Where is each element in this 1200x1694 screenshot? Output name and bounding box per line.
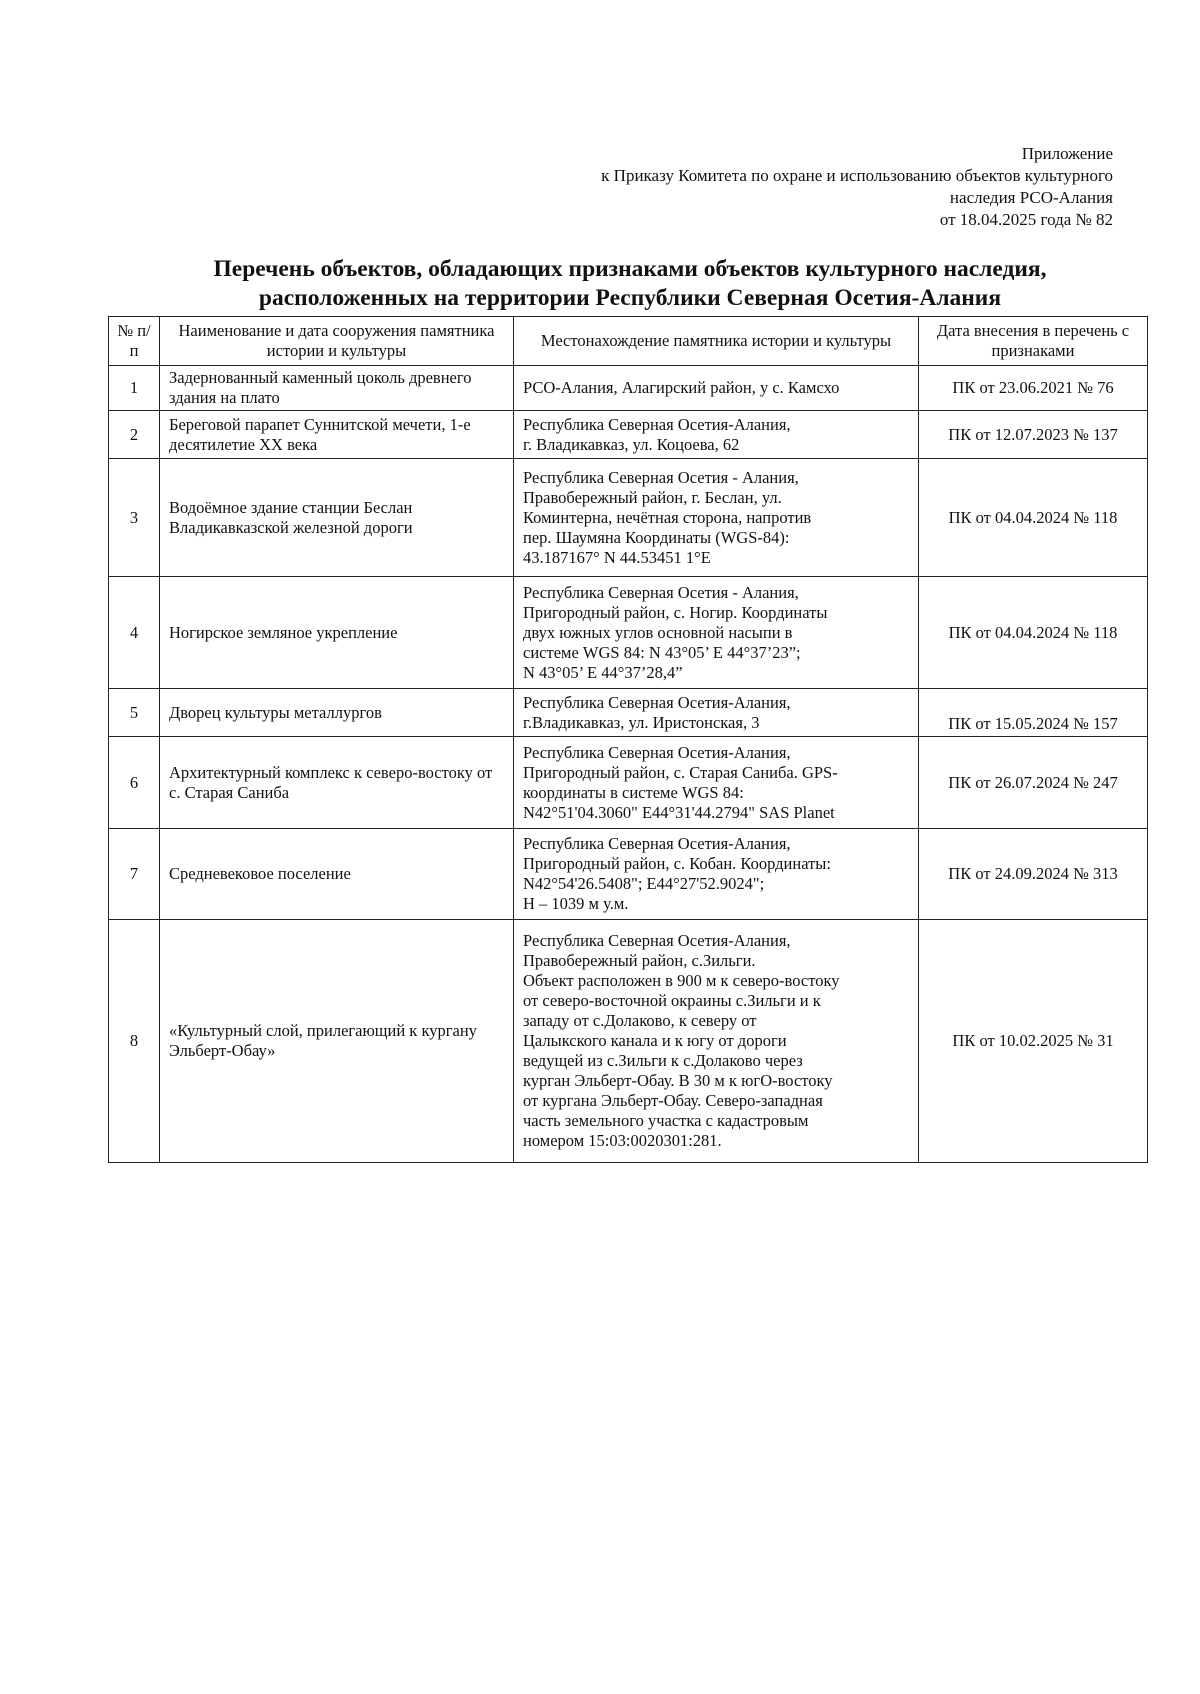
location-line: Цалыкского канала и к югу от дороги xyxy=(523,1031,787,1050)
header-num: № п/п xyxy=(109,317,160,366)
location-line: ведущей из с.Зильги к с.Долаково через xyxy=(523,1051,803,1070)
location-line: 43.187167° N 44.53451 1°E xyxy=(523,547,711,567)
row-number: 4 xyxy=(109,577,160,689)
table-row xyxy=(109,459,1148,577)
inclusion-date: ПК от 24.09.2024 № 313 xyxy=(919,829,1148,920)
table-header-row xyxy=(109,317,1148,366)
inclusion-date: ПК от 15.05.2024 № 157 xyxy=(919,689,1148,737)
location-line: Пригородный район, с. Ногир. Координаты xyxy=(523,602,828,622)
header-date: Дата внесения в перечень с признаками xyxy=(919,317,1148,366)
location-line: г.Владикавказ, ул. Иристонская, 3 xyxy=(523,712,760,732)
document-title xyxy=(110,255,1150,313)
location-line: Правобережный район, г. Беслан, ул. xyxy=(523,487,782,507)
location-line: Пригородный район, с. Старая Саниба. GPS- xyxy=(523,762,838,782)
location-line: Республика Северная Осетия-Алания, xyxy=(523,692,791,712)
object-name: Водоёмное здание станции Беслан Владикавказской железной дороги xyxy=(160,459,514,577)
location-line: двух южных углов основной насыпи в xyxy=(523,622,793,642)
location-line: Пригородный район, с. Кобан. Координаты: xyxy=(523,854,831,873)
title-line-2: расположенных на территории Республики Северная Осетия-Алания xyxy=(258,285,1002,311)
annex-line: Приложение xyxy=(1021,144,1113,163)
row-number: 7 xyxy=(109,829,160,920)
object-name: Архитектурный комплекс к северо-востоку от с. Старая Саниба xyxy=(160,737,514,829)
inclusion-date: ПК от 23.06.2021 № 76 xyxy=(919,366,1148,411)
location-line: Республика Северная Осетия - Алания, xyxy=(523,582,799,602)
object-location xyxy=(514,366,919,411)
location-line: Правобережный район, с.Зильги. xyxy=(523,951,756,970)
object-name: Дворец культуры металлургов xyxy=(160,689,514,737)
title-line-1: Перечень объектов, обладающих признаками объектов культурного наследия, xyxy=(213,256,1047,282)
location-line: Республика Северная Осетия-Алания, xyxy=(523,742,791,762)
annex-line: наследия РСО-Алания xyxy=(949,188,1113,207)
table-row xyxy=(109,689,1148,737)
table-row xyxy=(109,920,1148,1163)
location-line: номером 15:03:0020301:281. xyxy=(523,1131,722,1150)
object-location xyxy=(514,577,919,689)
object-name: Средневековое поселение xyxy=(160,829,514,920)
table-row xyxy=(109,829,1148,920)
object-name: Береговой парапет Суннитской мечети, 1-е десятилетие XX века xyxy=(160,411,514,459)
object-location xyxy=(514,920,919,1163)
object-name: Ногирское земляное укрепление xyxy=(160,577,514,689)
table-row xyxy=(109,577,1148,689)
object-name: Задернованный каменный цоколь древнего здания на плато xyxy=(160,366,514,411)
table-row xyxy=(109,411,1148,459)
row-number: 2 xyxy=(109,411,160,459)
row-number: 3 xyxy=(109,459,160,577)
row-number: 1 xyxy=(109,366,160,411)
location-line: от кургана Эльберт-Обау. Северо-западная xyxy=(523,1091,823,1110)
location-line: от северо-восточной окраины с.Зильги и к xyxy=(523,991,821,1010)
header-name: Наименование и дата сооружения памятника истории и культуры xyxy=(160,317,514,366)
location-line: западу от с.Долаково, к северу от xyxy=(523,1011,757,1030)
location-line: Республика Северная Осетия-Алания, xyxy=(523,414,791,434)
annex-line: к Приказу Комитета по охране и использованию объектов культурного xyxy=(601,166,1113,185)
annex-line: от 18.04.2025 года № 82 xyxy=(939,210,1113,229)
inclusion-date: ПК от 04.04.2024 № 118 xyxy=(919,577,1148,689)
row-number: 6 xyxy=(109,737,160,829)
inclusion-date: ПК от 10.02.2025 № 31 xyxy=(919,920,1148,1163)
header-location: Местонахождение памятника истории и культуры xyxy=(514,317,919,366)
inclusion-date: ПК от 26.07.2024 № 247 xyxy=(919,737,1148,829)
location-line: часть земельного участка с кадастровым xyxy=(523,1111,809,1130)
location-line: N42°54'26.5408"; E44°27'52.9024"; xyxy=(523,874,765,893)
annex-header xyxy=(601,143,1113,231)
table-row xyxy=(109,737,1148,829)
inclusion-date: ПК от 04.04.2024 № 118 xyxy=(919,459,1148,577)
table-body xyxy=(109,366,1148,1163)
location-line: Объект расположен в 900 м к северо-востоку xyxy=(523,971,840,990)
location-line: Республика Северная Осетия-Алания, xyxy=(523,931,791,950)
location-line: системе WGS 84: N 43°05’ E 44°37’23”; xyxy=(523,642,801,662)
object-location xyxy=(514,459,919,577)
location-line: H – 1039 м у.м. xyxy=(523,894,629,913)
row-number: 8 xyxy=(109,920,160,1163)
location-line: пер. Шаумяна Координаты (WGS-84): xyxy=(523,527,790,547)
location-line: N42°51'04.3060" E44°31'44.2794" SAS Planet xyxy=(523,802,835,822)
location-line: г. Владикавказ, ул. Коцоева, 62 xyxy=(523,434,740,454)
location-line: N 43°05’ E 44°37’28,4” xyxy=(523,662,683,682)
inclusion-date: ПК от 12.07.2023 № 137 xyxy=(919,411,1148,459)
location-line: РСО-Алания, Алагирский район, у с. Камсхо xyxy=(523,378,840,397)
object-location xyxy=(514,737,919,829)
location-line: Республика Северная Осетия-Алания, xyxy=(523,834,791,853)
location-line: Республика Северная Осетия - Алания, xyxy=(523,467,799,487)
location-line: Коминтерна, нечётная сторона, напротив xyxy=(523,507,812,527)
object-name: «Культурный слой, прилегающий к кургану Эльберт-Обау» xyxy=(160,920,514,1163)
location-line: координаты в системе WGS 84: xyxy=(523,782,744,802)
heritage-objects-table xyxy=(108,316,1148,1163)
row-number: 5 xyxy=(109,689,160,737)
location-line: курган Эльберт-Обау. В 30 м к югО-востоку xyxy=(523,1071,833,1090)
table-row xyxy=(109,366,1148,411)
object-location xyxy=(514,829,919,920)
object-location xyxy=(514,411,919,459)
object-location xyxy=(514,689,919,737)
